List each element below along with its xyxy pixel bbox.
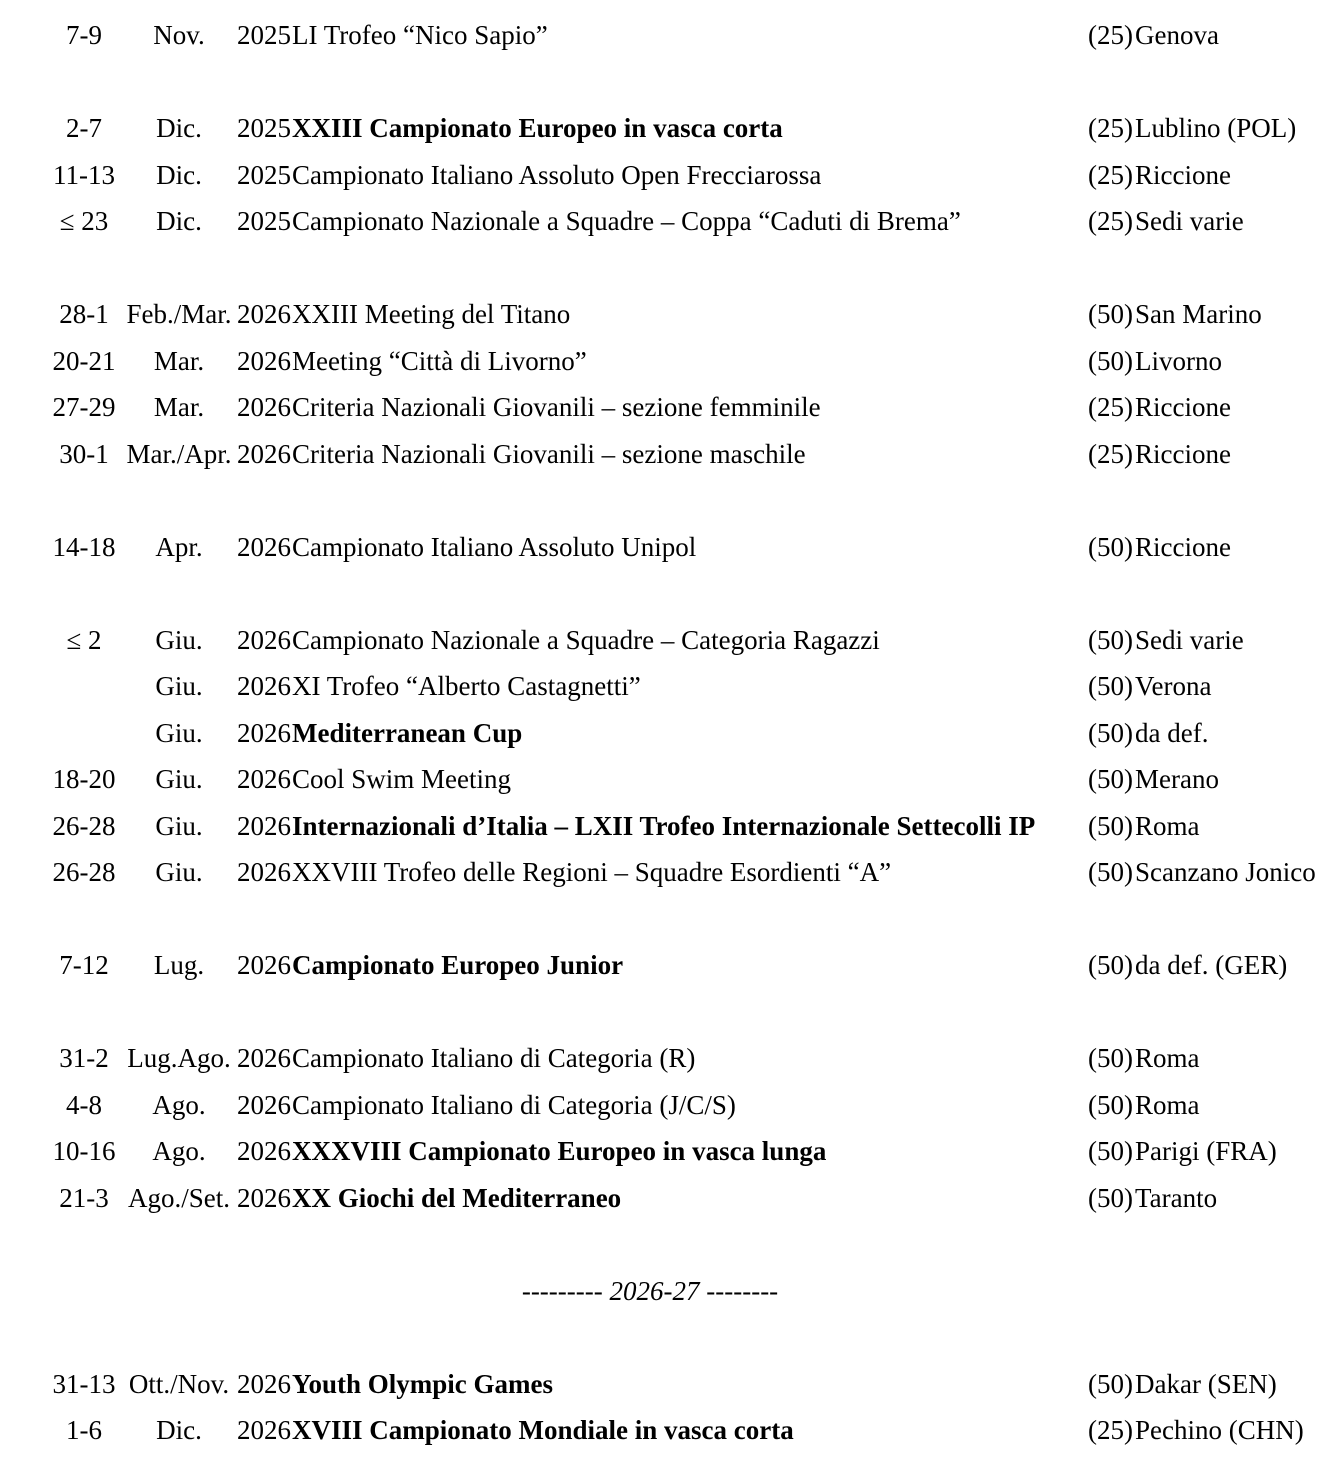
- event-location: Taranto: [1135, 1182, 1218, 1213]
- event-month: Lug.: [153, 950, 205, 980]
- event-month: Giu.: [155, 624, 203, 655]
- event-year: 2026: [237, 1368, 291, 1399]
- event-entry: [237, 1082, 736, 1129]
- event-year: 2026: [237, 438, 291, 469]
- calendar-row: [0, 524, 1332, 571]
- pool-length: (50): [1088, 1368, 1133, 1399]
- event-month: Giu.: [155, 671, 203, 701]
- calendar-row: [0, 338, 1332, 385]
- event-venue: [1088, 152, 1231, 199]
- event-title: Youth Olympic Games: [292, 1368, 554, 1399]
- event-title: XXIII Campionato Europeo in vasca corta: [292, 113, 783, 143]
- pool-length: (25): [1088, 392, 1133, 422]
- event-title: XXIII Meeting del Titano: [292, 299, 571, 329]
- calendar-row: [0, 291, 1332, 338]
- event-title: Campionato Nazionale a Squadre – Coppa “Caduti di Brema”: [292, 206, 961, 236]
- event-title: Meeting “Città di Livorno”: [292, 345, 587, 376]
- event-entry: [237, 617, 880, 664]
- event-location: da def.: [1135, 717, 1209, 748]
- event-entry: [237, 803, 1035, 850]
- calendar-row: [0, 105, 1332, 152]
- event-date-range: ≤ 23: [59, 206, 109, 236]
- event-year: 2025: [237, 206, 291, 236]
- event-location: Dakar (SEN): [1135, 1368, 1277, 1399]
- event-entry: [237, 756, 511, 803]
- event-venue: [1088, 942, 1287, 989]
- event-venue: [1088, 710, 1208, 757]
- event-location: Riccione: [1135, 531, 1231, 562]
- event-venue: [1088, 849, 1316, 896]
- event-title: XXXVIII Campionato Europeo in vasca lunga: [292, 1136, 827, 1166]
- event-year: 2026: [237, 810, 291, 841]
- event-venue: [1088, 1082, 1200, 1129]
- pool-length: (50): [1088, 950, 1133, 980]
- event-entry: [237, 338, 587, 385]
- calendar-row: [0, 198, 1332, 245]
- event-date-range: 4-8: [66, 1089, 102, 1120]
- event-location: da def. (GER): [1135, 950, 1288, 980]
- pool-length: (25): [1088, 438, 1133, 469]
- event-venue: [1088, 12, 1219, 59]
- pool-length: (50): [1088, 1043, 1133, 1073]
- calendar-row: [0, 710, 1332, 757]
- event-year: 2026: [237, 1182, 291, 1213]
- event-location: Roma: [1135, 1043, 1200, 1073]
- calendar-row: [0, 803, 1332, 850]
- pool-length: (25): [1088, 20, 1133, 50]
- calendar-row: [0, 384, 1332, 431]
- event-location: San Marino: [1135, 299, 1262, 329]
- calendar-row: [0, 756, 1332, 803]
- event-title: Campionato Italiano di Categoria (R): [292, 1043, 696, 1073]
- event-venue: [1088, 617, 1244, 664]
- calendar-row: [0, 1128, 1332, 1175]
- event-venue: [1088, 198, 1244, 245]
- event-title: LI Trofeo “Nico Sapio”: [292, 20, 548, 50]
- pool-length: (25): [1088, 113, 1133, 143]
- event-entry: [237, 105, 783, 152]
- event-year: 2026: [237, 764, 291, 794]
- event-location: Pechino (CHN): [1135, 1415, 1304, 1445]
- pool-length: (50): [1088, 299, 1133, 329]
- event-venue: [1088, 1128, 1277, 1175]
- event-month: Dic.: [156, 113, 202, 143]
- event-year: 2026: [237, 1043, 291, 1073]
- event-title: XX Giochi del Mediterraneo: [292, 1182, 622, 1213]
- calendar-row: [0, 942, 1332, 989]
- event-venue: [1088, 756, 1219, 803]
- event-month: Dic.: [156, 206, 202, 236]
- event-venue: [1088, 524, 1231, 571]
- calendar-row: [0, 617, 1332, 664]
- event-month: Lug.Ago.: [127, 1043, 231, 1073]
- event-venue: [1088, 105, 1296, 152]
- event-entry: [237, 198, 961, 245]
- calendar-row: [0, 152, 1332, 199]
- event-location: Sedi varie: [1135, 206, 1244, 236]
- event-title: Campionato Italiano di Categoria (J/C/S): [292, 1089, 736, 1120]
- pool-length: (50): [1088, 531, 1133, 562]
- event-month: Giu.: [155, 857, 203, 887]
- event-date-range: 27-29: [52, 392, 116, 422]
- event-entry: [237, 1361, 553, 1408]
- event-title: Campionato Italiano Assoluto Unipol: [292, 531, 697, 562]
- event-location: Riccione: [1135, 159, 1231, 190]
- event-month: Giu.: [155, 717, 203, 748]
- event-date-range: 26-28: [52, 857, 116, 887]
- event-month: Mar.: [153, 392, 205, 422]
- event-date-range: 31-13: [52, 1368, 116, 1399]
- event-entry: [237, 942, 623, 989]
- event-month: Dic.: [156, 1415, 202, 1445]
- event-date-range: 30-1: [59, 438, 109, 469]
- calendar-row: [0, 1175, 1332, 1222]
- event-venue: [1088, 1035, 1200, 1082]
- season-separator: [0, 1268, 1300, 1315]
- event-location: Livorno: [1135, 345, 1222, 376]
- calendar-row: [0, 431, 1332, 478]
- event-location: Scanzano Jonico: [1135, 857, 1316, 887]
- event-year: 2026: [237, 531, 291, 562]
- event-entry: [237, 12, 548, 59]
- event-year: 2026: [237, 1415, 291, 1445]
- event-month: Giu.: [155, 810, 203, 841]
- event-date-range: 2-7: [66, 113, 102, 143]
- event-title: Internazionali d’Italia – LXII Trofeo Internazionale Settecolli IP: [292, 810, 1036, 841]
- event-year: 2026: [237, 950, 291, 980]
- event-title: XVIII Campionato Mondiale in vasca corta: [292, 1415, 794, 1445]
- pool-length: (50): [1088, 345, 1133, 376]
- event-title: Criteria Nazionali Giovanili – sezione femminile: [292, 392, 821, 422]
- event-month: Feb./Mar.: [126, 299, 232, 329]
- event-location: Sedi varie: [1135, 624, 1244, 655]
- event-month: Mar./Apr.: [126, 438, 232, 469]
- event-date-range: 10-16: [52, 1136, 116, 1166]
- event-date-range: 1-6: [66, 1415, 102, 1445]
- event-entry: [237, 1035, 695, 1082]
- event-date-range: 21-3: [59, 1182, 109, 1213]
- event-venue: [1088, 803, 1200, 850]
- calendar-row: [0, 12, 1332, 59]
- event-title: XXVIII Trofeo delle Regioni – Squadre Esordienti “A”: [292, 857, 892, 887]
- pool-length: (50): [1088, 671, 1133, 701]
- pool-length: (50): [1088, 1182, 1133, 1213]
- event-entry: [237, 152, 821, 199]
- event-year: 2026: [237, 717, 291, 748]
- pool-length: (50): [1088, 1136, 1133, 1166]
- event-date-range: 26-28: [52, 810, 116, 841]
- event-venue: [1088, 338, 1222, 385]
- event-year: 2026: [237, 345, 291, 376]
- event-year: 2025: [237, 20, 291, 50]
- pool-length: (50): [1088, 624, 1133, 655]
- event-year: 2026: [237, 857, 291, 887]
- calendar-row: [0, 1361, 1332, 1408]
- event-location: Parigi (FRA): [1135, 1136, 1277, 1166]
- event-title: XI Trofeo “Alberto Castagnetti”: [292, 671, 641, 701]
- event-month: Ago.: [152, 1136, 206, 1166]
- pool-length: (25): [1088, 206, 1133, 236]
- event-entry: [237, 1407, 794, 1454]
- event-title: Campionato Italiano Assoluto Open Frecciarossa: [292, 159, 822, 190]
- event-location: Riccione: [1135, 392, 1231, 422]
- event-date-range: 7-12: [59, 950, 109, 980]
- event-title: Cool Swim Meeting: [292, 764, 512, 794]
- event-entry: [237, 431, 806, 478]
- calendar-rows: [0, 12, 1332, 1454]
- event-date-range: 18-20: [52, 764, 116, 794]
- event-entry: [237, 384, 821, 431]
- calendar-row: [0, 1407, 1332, 1454]
- event-location: Roma: [1135, 1089, 1200, 1120]
- event-date-range: ≤ 2: [66, 624, 102, 655]
- event-month: Giu.: [155, 764, 203, 794]
- event-location: Merano: [1135, 764, 1219, 794]
- event-date-range: 28-1: [59, 299, 109, 329]
- event-entry: [237, 1175, 621, 1222]
- event-location: Verona: [1135, 671, 1212, 701]
- event-month: Ago.: [152, 1089, 206, 1120]
- event-year: 2026: [237, 299, 291, 329]
- event-venue: [1088, 663, 1211, 710]
- event-entry: [237, 291, 570, 338]
- event-year: 2026: [237, 624, 291, 655]
- event-entry: [237, 1128, 826, 1175]
- pool-length: (25): [1088, 159, 1133, 190]
- event-venue: [1088, 1361, 1277, 1408]
- calendar-row: [0, 1035, 1332, 1082]
- event-date-range: 7-9: [66, 20, 102, 50]
- event-month: Ott./Nov.: [128, 1368, 230, 1399]
- event-entry: [237, 710, 522, 757]
- event-venue: [1088, 384, 1231, 431]
- calendar-row: [0, 663, 1332, 710]
- event-month: Ago./Set.: [127, 1182, 230, 1213]
- event-year: 2026: [237, 1089, 291, 1120]
- calendar-row: [0, 849, 1332, 896]
- event-year: 2026: [237, 1136, 291, 1166]
- event-location: Roma: [1135, 810, 1200, 841]
- event-month: Mar.: [153, 345, 205, 376]
- event-entry: [237, 849, 891, 896]
- event-entry: [237, 663, 641, 710]
- event-year: 2026: [237, 671, 291, 701]
- event-title: Mediterranean Cup: [292, 717, 523, 748]
- event-venue: [1088, 291, 1262, 338]
- event-location: Lublino (POL): [1135, 113, 1297, 143]
- event-date-range: 11-13: [53, 159, 115, 190]
- event-location: Riccione: [1135, 438, 1231, 469]
- event-location: Genova: [1135, 20, 1219, 50]
- event-venue: [1088, 1407, 1304, 1454]
- event-month: Dic.: [156, 159, 202, 190]
- event-venue: [1088, 1175, 1217, 1222]
- event-month: Nov.: [153, 20, 205, 50]
- event-year: 2026: [237, 392, 291, 422]
- season-separator-label: --------- 2026-27 --------: [521, 1275, 779, 1306]
- event-title: Criteria Nazionali Giovanili – sezione maschile: [292, 438, 806, 469]
- pool-length: (50): [1088, 810, 1133, 841]
- event-year: 2025: [237, 159, 291, 190]
- event-entry: [237, 524, 696, 571]
- event-month: Apr.: [155, 531, 203, 562]
- event-date-range: 14-18: [52, 531, 116, 562]
- pool-length: (25): [1088, 1415, 1133, 1445]
- event-title: Campionato Nazionale a Squadre – Categoria Ragazzi: [292, 624, 880, 655]
- pool-length: (50): [1088, 857, 1133, 887]
- pool-length: (50): [1088, 1089, 1133, 1120]
- event-date-range: 20-21: [52, 345, 116, 376]
- calendar-row: [0, 1082, 1332, 1129]
- pool-length: (50): [1088, 764, 1133, 794]
- pool-length: (50): [1088, 717, 1133, 748]
- event-venue: [1088, 431, 1231, 478]
- event-year: 2025: [237, 113, 291, 143]
- event-date-range: 31-2: [59, 1043, 109, 1073]
- event-title: Campionato Europeo Junior: [292, 950, 624, 980]
